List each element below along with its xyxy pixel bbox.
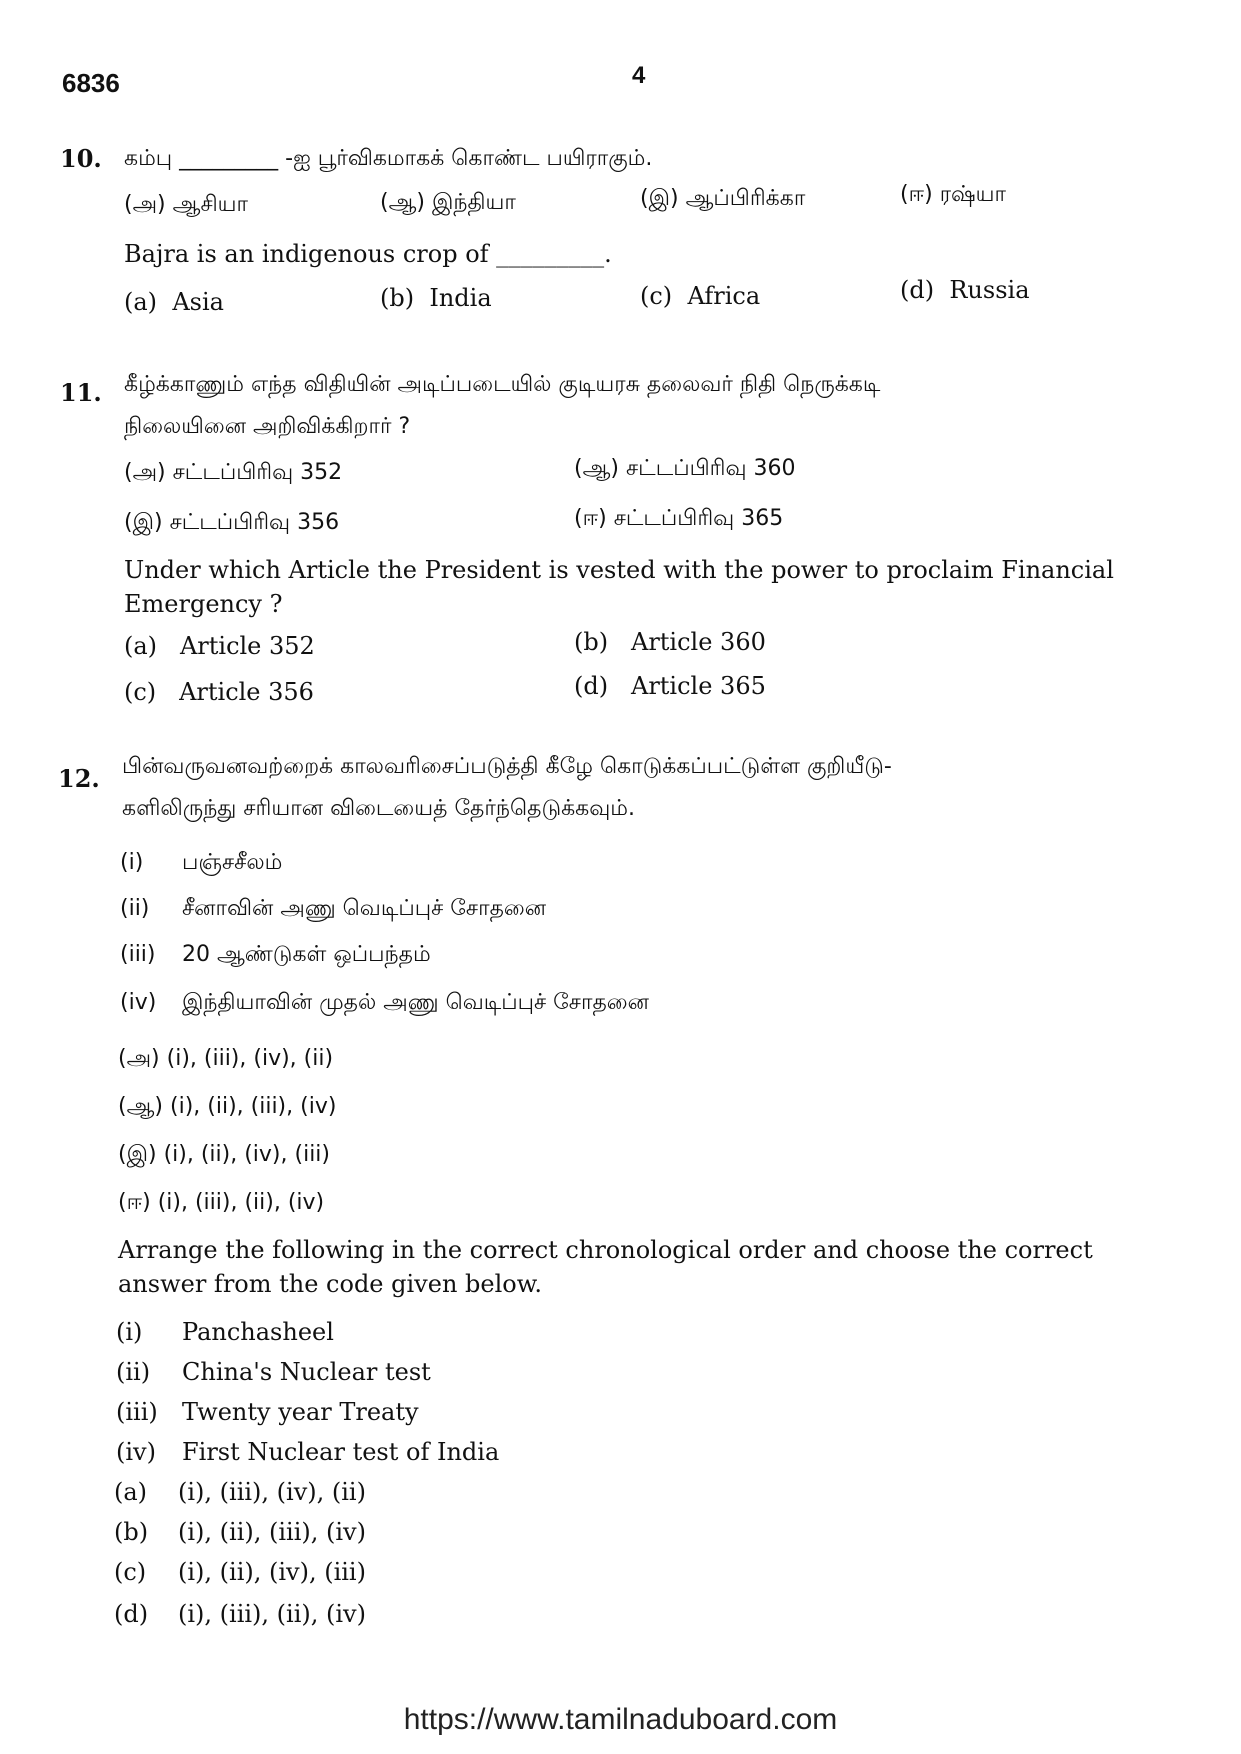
q12-tamil-item-3: (iii) 20 ஆண்டுகள் ஒப்பந்தம் — [120, 942, 431, 967]
paper-code: 6836 — [62, 68, 120, 98]
q10-english-option-a: (a) Asia — [124, 288, 224, 316]
q12-english-option-a: (a) (i), (iii), (iv), (ii) — [114, 1478, 366, 1506]
q12-english-item-1: (i) Panchasheel — [116, 1318, 334, 1346]
question-11-english-line1: Under which Article the President is vested with the power to proclaim Financial — [124, 556, 1114, 584]
q12-tamil-option-c: (இ) (i), (ii), (iv), (iii) — [118, 1142, 331, 1167]
q12-english-option-c: (c) (i), (ii), (iv), (iii) — [114, 1558, 366, 1586]
question-12-tamil-line2: களிலிருந்து சரியான விடையைத் தேர்ந்தெடுக்கவும். — [122, 796, 635, 821]
question-11-english-line2: Emergency ? — [124, 590, 283, 618]
question-10-number: 10. — [60, 144, 102, 173]
q11-english-option-c: (c) Article 356 — [124, 678, 314, 706]
q10-tamil-option-d: (ஈ) ரஷ்யா — [900, 182, 1007, 207]
question-12-tamil-line1: பின்வருவனவற்றைக் காலவரிசைப்படுத்தி கீழே கொடுக்கப்பட்டுள்ள குறியீடு- — [122, 754, 892, 779]
q10-english-option-d: (d) Russia — [900, 276, 1030, 304]
q10-english-option-b: (b) India — [380, 284, 492, 312]
q11-tamil-option-b: (ஆ) சட்டப்பிரிவு 360 — [574, 456, 796, 481]
q11-tamil-option-c: (இ) சட்டப்பிரிவு 356 — [124, 510, 340, 535]
q12-english-item-2: (ii) China's Nuclear test — [116, 1358, 431, 1386]
footer-url[interactable]: https://www.tamilnaduboard.com — [403, 1703, 838, 1736]
q10-english-option-c: (c) Africa — [640, 282, 761, 310]
q12-tamil-option-b: (ஆ) (i), (ii), (iii), (iv) — [118, 1094, 337, 1119]
question-10-english: Bajra is an indigenous crop of _________. — [124, 240, 612, 268]
q11-english-option-b: (b) Article 360 — [574, 628, 766, 656]
page-number: 4 — [632, 62, 646, 89]
q12-english-option-b: (b) (i), (ii), (iii), (iv) — [114, 1518, 366, 1546]
question-11-tamil-line2: நிலையினை அறிவிக்கிறார் ? — [124, 414, 411, 439]
q10-tamil-option-b: (ஆ) இந்தியா — [380, 190, 516, 215]
question-10-tamil: கம்பு _________ -ஐ பூர்விகமாகக் கொண்ட பயிராகும். — [124, 146, 653, 171]
q11-tamil-option-d: (ஈ) சட்டப்பிரிவு 365 — [574, 506, 784, 531]
q12-english-option-d: (d) (i), (iii), (ii), (iv) — [114, 1600, 366, 1628]
q11-english-option-a: (a) Article 352 — [124, 632, 315, 660]
q11-tamil-option-a: (அ) சட்டப்பிரிவு 352 — [124, 460, 343, 485]
q10-tamil-option-a: (அ) ஆசியா — [124, 192, 249, 217]
q12-tamil-item-2: (ii) சீனாவின் அணு வெடிப்புச் சோதனை — [120, 896, 547, 921]
q10-tamil-option-c: (இ) ஆப்பிரிக்கா — [640, 186, 806, 211]
question-12-english-line2: answer from the code given below. — [118, 1270, 543, 1298]
q12-english-item-3: (iii) Twenty year Treaty — [116, 1398, 419, 1426]
q11-english-option-d: (d) Article 365 — [574, 672, 766, 700]
question-11-tamil-line1: கீழ்க்காணும் எந்த விதியின் அடிப்படையில் குடியரசு தலைவர் நிதி நெருக்கடி — [124, 372, 881, 397]
q12-tamil-item-4: (iv) இந்தியாவின் முதல் அணு வெடிப்புச் சோதனை — [120, 990, 649, 1015]
q12-tamil-option-d: (ஈ) (i), (iii), (ii), (iv) — [118, 1190, 325, 1215]
q12-tamil-item-1: (i) பஞ்சசீலம் — [120, 850, 283, 875]
question-11-number: 11. — [60, 378, 102, 407]
q12-english-item-4: (iv) First Nuclear test of India — [116, 1438, 500, 1466]
question-12-english-line1: Arrange the following in the correct chronological order and choose the correct — [118, 1236, 1093, 1264]
question-12-number: 12. — [58, 764, 100, 793]
q12-tamil-option-a: (அ) (i), (iii), (iv), (ii) — [118, 1046, 334, 1071]
